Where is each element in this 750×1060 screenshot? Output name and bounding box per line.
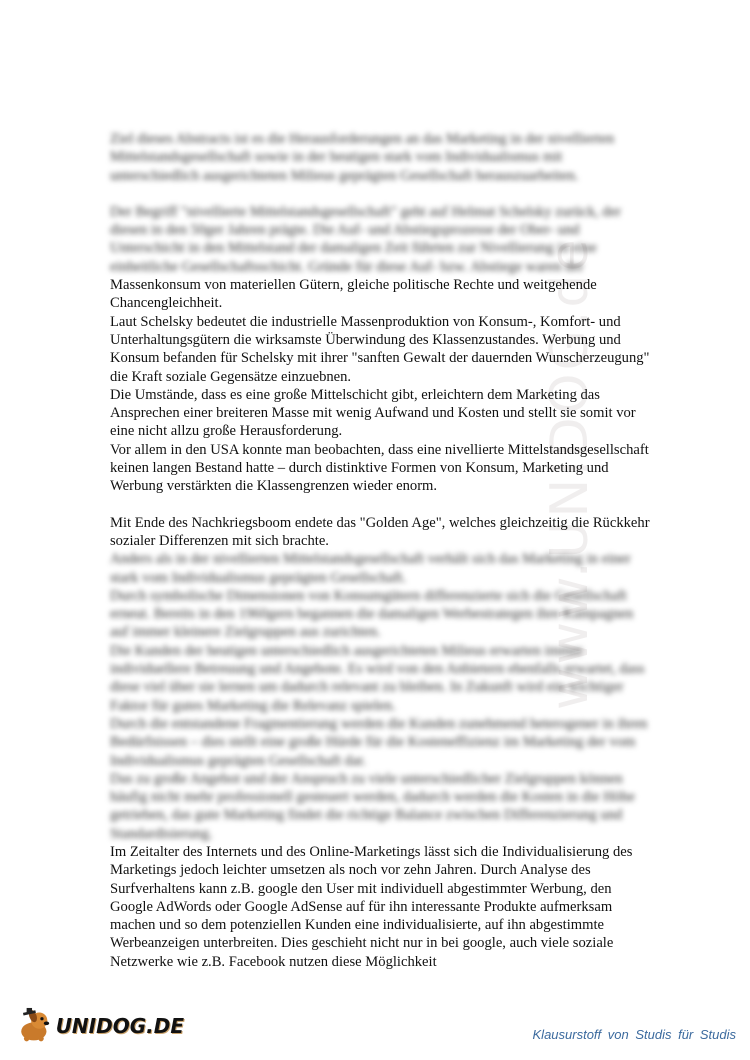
paragraph: Laut Schelsky bedeutet die industrielle Massenproduktion von Konsum-, Komfort- und Unterhaltungsgütern die wirksamste Überwindung des Klassenzustandes. Werbung und Konsum befanden für Schelsky mit ihrer "sanften Gewalt der dauernden Wunscherzeugung" die Kraft soziale Gegensätze einzuebnen. xyxy=(110,313,650,385)
footer-slogan: Klausurstoff von Studis für Studis xyxy=(532,1027,736,1042)
paragraph: Durch die entstandene Fragmentierung werden die Kunden zunehmend heterogener in ihren Bedürfnissen – dies stellt eine große Hürde für die Kosteneffizienz im Marketing der vom Individualismus geprägten Gesellschaft dar. xyxy=(110,715,648,769)
paragraph: Die Umstände, dass es eine große Mittelschicht gibt, erleichtern dem Marketing das Ansprechen einer breiteren Masse mit wenig Aufwand und Kosten und stellt sie somit vor eine nicht allzu große Herausforderung. xyxy=(110,386,636,440)
document-body xyxy=(110,130,650,971)
logo-text: UNIDOG.DE xyxy=(55,1014,184,1038)
blurred-intro xyxy=(110,130,650,276)
paragraph: Das zu große Angebot und der Anspruch zu viele unterschiedlicher Zielgruppen können häufig nicht mehr professionell gesteuert werden, dadurch werden die Kosten in die Höhe getrieben, das gute Marketing findet die richtige Balance zwischen Differenzierung und Standardisierung. xyxy=(110,770,635,842)
unidog-logo[interactable] xyxy=(14,1006,184,1046)
visible-section-1 xyxy=(110,276,650,550)
paragraph: Vor allem in den USA konnte man beobachten, dass eine nivellierte Mittelstandsgesellschaft keinen langen Bestand hatte – durch distinktive Formen von Konsum, Marketing und Werbung verstärkten die Klassengrenzen wieder enorm. xyxy=(110,441,649,495)
paragraph: Ziel dieses Abstracts ist es die Herausforderungen an das Marketing in der nivellierten Mittelstandsgesellschaft sowie in der heutigen stark vom Individualismus mit unterschiedlich ausgerichteten Milieus geprägten Gesellschaft herauszuarbeiten. xyxy=(110,131,615,184)
paragraph: Im Zeitalter des Internets und des Online-Marketings lässt sich die Individualisierung des Marketings jedoch leichter umsetzen als noch vor zehn Jahren. Durch Analyse des Surfverhaltens kann z.B. google den User mit individuell abgestimmter Werbung, den Google AdWords oder Google AdSense auf für ihn interessante Produkte aufmerksam machen und so dem potenziellen Kunden eine individualisierte, auf ihn abgestimmte Werbeanzeigen unterbreiten. Dies geschieht nicht nur in bei google, auch viele soziale Netzwerke wie z.B. Facebook nutzen diese Möglichkeit xyxy=(110,843,633,970)
paragraph: Massenkonsum von materiellen Gütern, gleiche politische Rechte und weitgehende Chancengleichheit. xyxy=(110,277,597,312)
watermark: www.UNIDOG.de xyxy=(540,236,600,710)
dog-icon xyxy=(14,1006,54,1046)
paragraph: Anders als in der nivellierten Mittelstandsgesellschaft verhält sich das Marketing in einer stark vom Individualismus geprägten Gesellschaft. xyxy=(110,551,631,586)
paragraph: Der Begriff "nivellierte Mittelstandsgesellschaft" geht auf Helmut Schelsky zurück, der diesen in den 50ger Jahren prägte. Die Auf- und Abstiegsprozesse der Ober- und Unterschicht in den Mittelstand der damaligen Zeit führten zur Nivellierung in eine einheitliche Gesellschaftsschicht. Gründe für diese Auf- bzw. Abstiege waren der xyxy=(110,203,621,275)
paragraph: Die Kunden der heutigen unterschiedlich ausgerichteten Milieus erwarten immer individuellere Betreuung und Angebote. Es wird von den Anbietern ebenfalls erwartet, dass diese viel über sie lernen um dadurch relevant zu bleiben. In Zukunft wird ein wichtiger Faktor für gutes Marketing die Relevanz spielen. xyxy=(110,642,645,714)
paragraph: Durch symbolische Dimensionen von Konsumgütern differenzierte sich die Gesellschaft erneut. Bereits in den 1960gern begannen die damaligen Werbestrategen ihre Kampagnen auf immer kleinere Zielgruppen aus zurichten. xyxy=(110,587,634,641)
blurred-middle xyxy=(110,550,650,843)
visible-section-2 xyxy=(110,843,650,971)
paragraph: Mit Ende des Nachkriegsboom endete das "Golden Age", welches gleichzeitig die Rückkehr sozialer Differenzen mit sich brachte. xyxy=(110,514,650,549)
